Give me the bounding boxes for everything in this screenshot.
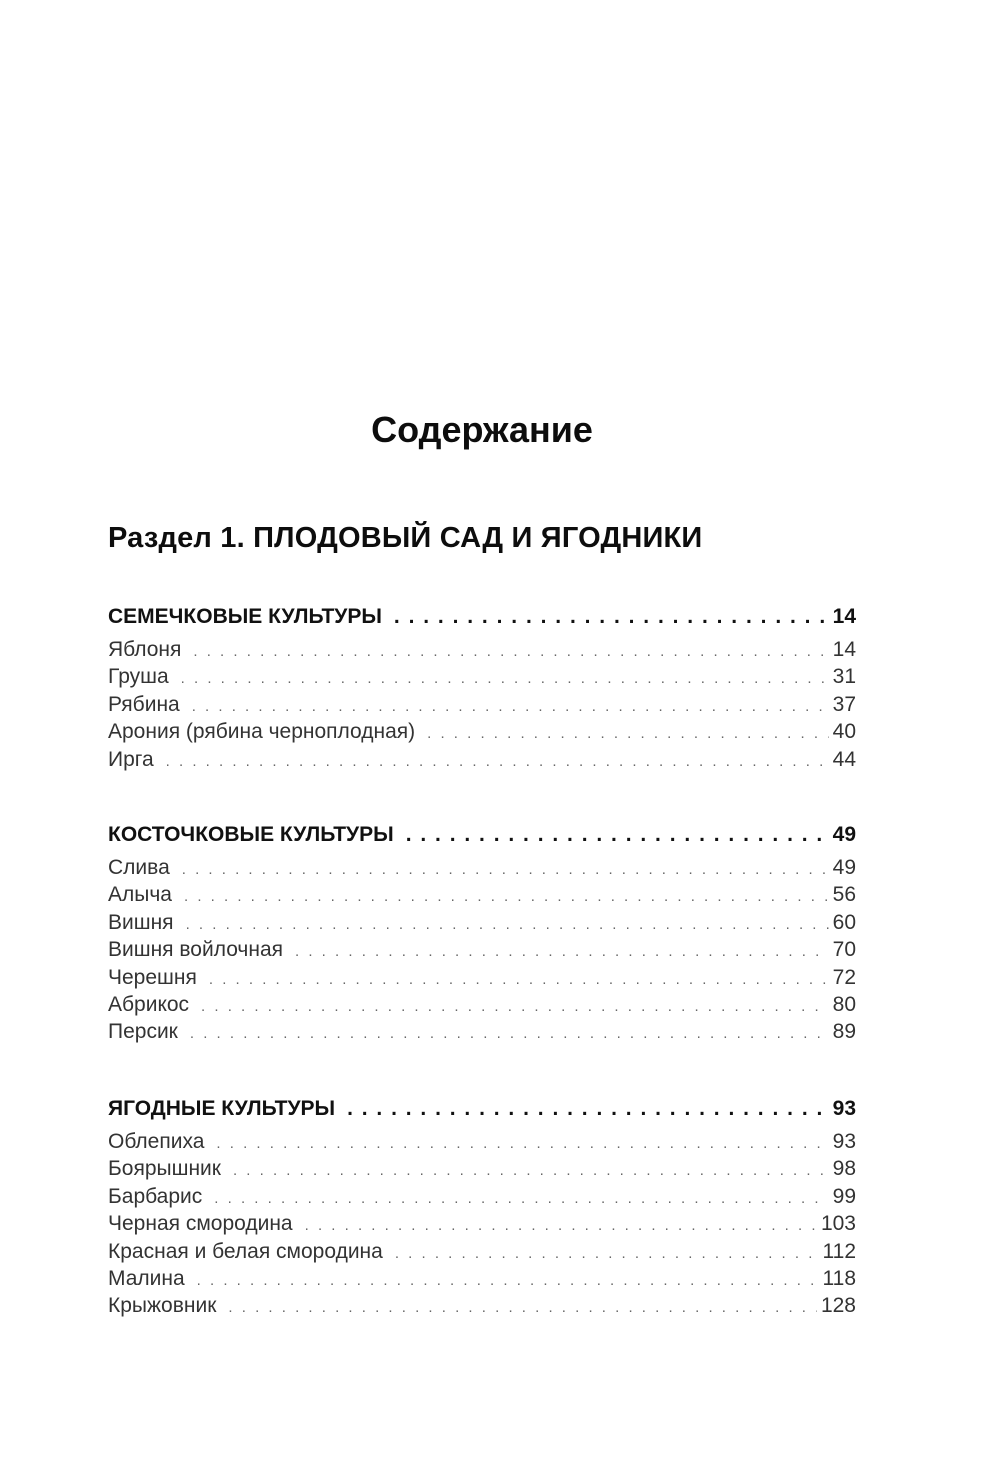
- toc-entry-label: Барбарис: [108, 1184, 203, 1208]
- toc-entry-page: 37: [832, 692, 856, 716]
- toc-entry[interactable]: [108, 691, 856, 718]
- dot-leader: [184, 883, 829, 910]
- toc-entry-label: Слива: [108, 856, 170, 879]
- toc-entry-page: 40: [832, 720, 856, 744]
- toc-section-heading[interactable]: [108, 602, 856, 632]
- toc-entry-label: Абрикос: [108, 992, 190, 1016]
- toc-entry[interactable]: [108, 1210, 856, 1237]
- toc-entry-page: 70: [832, 938, 856, 962]
- toc-section-berry-crops: [108, 1094, 856, 1320]
- toc-entry-page: 93: [832, 1130, 856, 1153]
- dot-leader: [166, 748, 829, 775]
- toc-entry-page: 31: [832, 665, 856, 689]
- dot-leader: [193, 638, 828, 665]
- toc-entry-page: 49: [832, 856, 856, 879]
- dot-leader: [216, 1130, 828, 1157]
- toc-entry[interactable]: [108, 1155, 856, 1182]
- dot-leader: [190, 1020, 829, 1047]
- toc-entry-page: 103: [820, 1212, 856, 1236]
- dot-leader: [394, 602, 829, 632]
- toc-entry[interactable]: [108, 964, 856, 991]
- toc-entry-page: 118: [822, 1266, 856, 1290]
- toc-entry-label: Крыжовник: [108, 1294, 217, 1318]
- toc-entry-label: Алыча: [108, 883, 172, 907]
- dot-leader: [427, 720, 829, 747]
- dot-leader: [192, 693, 829, 720]
- toc-entry-page: 112: [822, 1239, 856, 1263]
- toc-entry-label: Красная и белая смородина: [108, 1239, 383, 1263]
- toc-entry[interactable]: [108, 1018, 856, 1045]
- toc-entry[interactable]: [108, 1265, 856, 1292]
- toc-section-page: 14: [832, 605, 856, 628]
- toc-entry-page: 14: [832, 638, 856, 661]
- toc-entry[interactable]: [108, 909, 856, 936]
- toc-entry[interactable]: [108, 1128, 856, 1155]
- toc-section-stone-fruit: [108, 820, 856, 1046]
- dot-leader: [209, 966, 829, 993]
- toc-entry[interactable]: [108, 1238, 856, 1265]
- dot-leader: [406, 820, 829, 850]
- toc-entry-label: Яблоня: [108, 638, 182, 661]
- toc-entry-label: Вишня войлочная: [108, 938, 284, 962]
- toc-entry-page: 128: [820, 1294, 856, 1318]
- toc-entry[interactable]: [108, 636, 856, 663]
- toc-entry[interactable]: [108, 1292, 856, 1319]
- toc-entry-label: Малина: [108, 1266, 185, 1290]
- toc-section-heading[interactable]: [108, 1094, 856, 1124]
- toc-entry-label: Рябина: [108, 692, 180, 716]
- toc-entry-page: 56: [832, 883, 856, 907]
- dot-leader: [197, 1267, 819, 1294]
- toc-entry-label: Боярышник: [108, 1157, 221, 1181]
- toc-section-page: 93: [832, 1097, 856, 1120]
- dot-leader: [228, 1294, 817, 1321]
- toc-entry-label: Черная смородина: [108, 1212, 293, 1236]
- dot-leader: [181, 665, 829, 692]
- dot-leader: [395, 1240, 819, 1267]
- toc-entry[interactable]: [108, 718, 856, 745]
- part-heading: Раздел 1. ПЛОДОВЫЙ САД И ЯГОДНИКИ: [108, 522, 703, 554]
- toc-entry[interactable]: [108, 991, 856, 1018]
- toc-entry-label: Арония (рябина черноплодная): [108, 720, 416, 744]
- dot-leader: [233, 1157, 829, 1184]
- toc-entry[interactable]: [108, 1183, 856, 1210]
- toc-entry-label: Груша: [108, 665, 169, 689]
- toc-section-title: СЕМЕЧКОВЫЕ КУЛЬТУРЫ: [108, 605, 382, 628]
- toc-entry-page: 99: [832, 1184, 856, 1208]
- toc-entry-label: Персик: [108, 1020, 178, 1044]
- toc-section-title: КОСТОЧКОВЫЕ КУЛЬТУРЫ: [108, 823, 394, 846]
- dot-leader: [347, 1094, 829, 1124]
- dot-leader: [295, 938, 829, 965]
- dot-leader: [305, 1212, 817, 1239]
- dot-leader: [182, 856, 829, 883]
- toc-section-page: 49: [832, 823, 856, 846]
- toc-entry-label: Облепиха: [108, 1130, 205, 1153]
- toc-entry-page: 60: [832, 910, 856, 934]
- toc-entry-label: Вишня: [108, 910, 174, 934]
- toc-entry-page: 80: [832, 992, 856, 1016]
- toc-entry[interactable]: [108, 936, 856, 963]
- dot-leader: [186, 911, 829, 938]
- toc-entry[interactable]: [108, 854, 856, 881]
- page-title: Содержание: [371, 409, 593, 450]
- toc-entry-page: 89: [832, 1020, 856, 1044]
- toc-section-heading[interactable]: [108, 820, 856, 850]
- toc-entry-page: 72: [832, 965, 856, 989]
- toc-entry-page: 98: [832, 1157, 856, 1181]
- toc-entry-page: 44: [832, 747, 856, 771]
- toc-section-seed-crops: [108, 602, 856, 773]
- toc-entry[interactable]: [108, 746, 856, 773]
- toc-entry-label: Ирга: [108, 747, 154, 771]
- dot-leader: [214, 1185, 828, 1212]
- toc-entry-label: Черешня: [108, 965, 197, 989]
- toc-section-title: ЯГОДНЫЕ КУЛЬТУРЫ: [108, 1097, 336, 1120]
- dot-leader: [201, 993, 829, 1020]
- toc-entry[interactable]: [108, 663, 856, 690]
- toc-entry[interactable]: [108, 881, 856, 908]
